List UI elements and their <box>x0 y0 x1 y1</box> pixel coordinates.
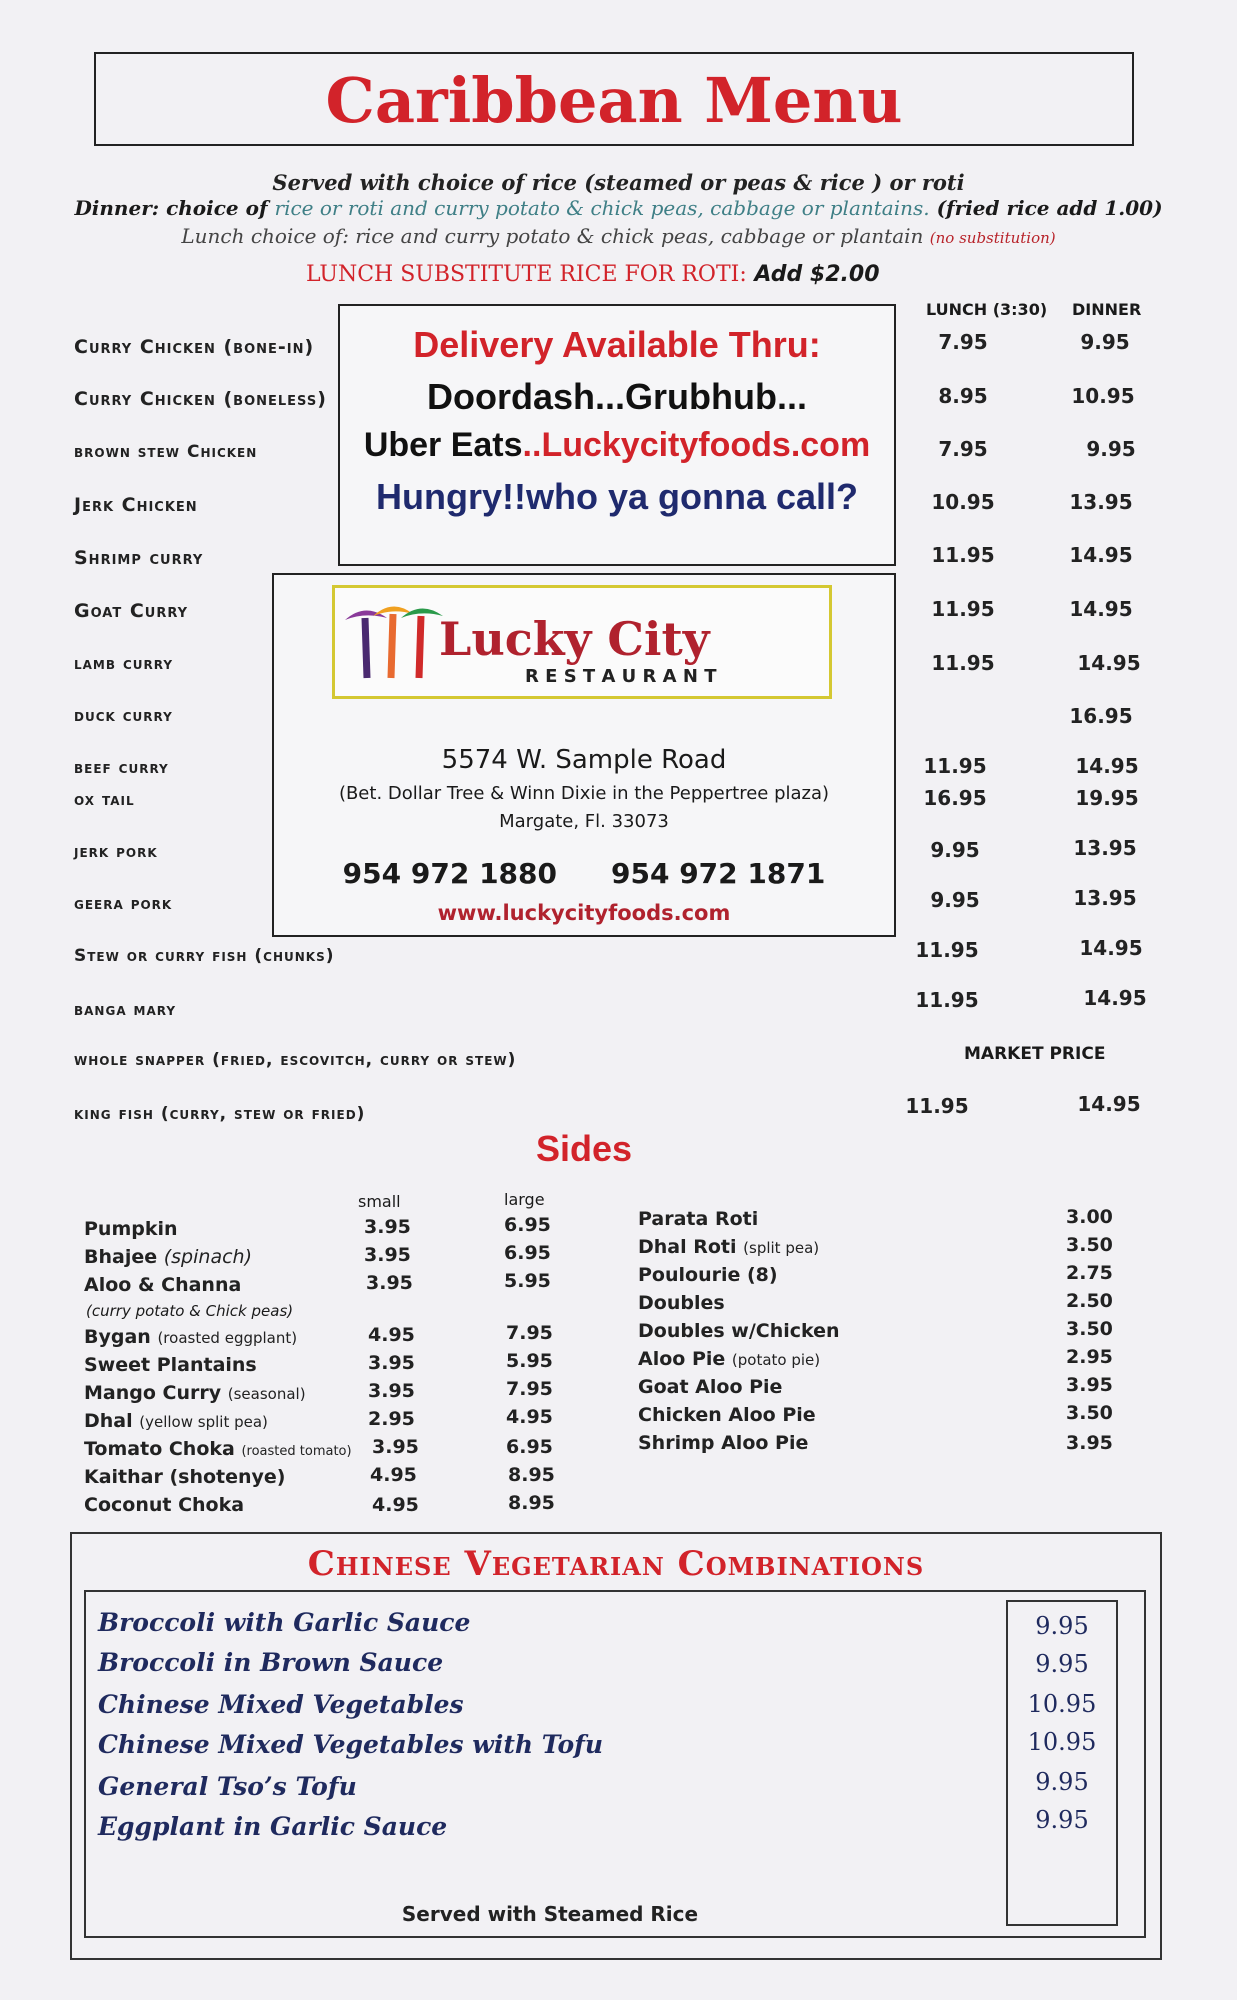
side-large-price: 7.95 <box>506 1322 553 1344</box>
side-item-note: (roasted eggplant) <box>157 1329 298 1347</box>
side-item <box>84 1326 297 1348</box>
lunch-price: 8.95 <box>938 384 988 408</box>
lunch-price: 11.95 <box>915 988 979 1012</box>
intro-line-3-a: Lunch choice of: rice and curry potato & chick peas, cabbage or plantain <box>181 224 930 248</box>
menu-item-name: king fish (curry, stew or fried) <box>74 1104 366 1124</box>
menu-item-name: duck curry <box>74 706 173 726</box>
lunch-price: 11.95 <box>931 651 995 675</box>
dinner-price: 9.95 <box>1086 437 1136 461</box>
dinner-price: 14.95 <box>1077 1092 1141 1116</box>
phone-number-2[interactable]: 954 972 1871 <box>611 857 826 890</box>
market-price-label: MARKET PRICE <box>964 1044 1106 1064</box>
menu-item-name: banga mary <box>74 1000 177 1020</box>
restaurant-address: 5574 W. Sample Road <box>441 745 727 775</box>
side-small-price: 3.95 <box>368 1352 415 1374</box>
lunch-price: 11.95 <box>915 938 979 962</box>
delivery-box <box>338 304 896 566</box>
side-item-note: (potato pie) <box>731 1351 821 1369</box>
side-item-name: Mango Curry <box>84 1382 222 1404</box>
lunch-price: 11.95 <box>931 543 995 567</box>
chinese-item-price: 9.95 <box>1035 1768 1089 1796</box>
restaurant-city: Margate, Fl. 33073 <box>499 811 669 832</box>
delivery-tagline: Hungry!!who ya gonna call? <box>375 476 859 517</box>
side-item <box>638 1348 820 1370</box>
side-large-price: 6.95 <box>504 1214 551 1236</box>
side-item-note: (seasonal) <box>227 1385 306 1403</box>
delivery-website: ..Luckycityfoods.com <box>522 426 871 464</box>
side-item-note: (roasted tomato) <box>241 1444 352 1459</box>
delivery-services-2 <box>340 426 894 465</box>
dinner-price: 10.95 <box>1071 384 1135 408</box>
chinese-item-price: 9.95 <box>1035 1806 1089 1834</box>
dinner-price: 13.95 <box>1069 490 1133 514</box>
dinner-column-header: DINNER <box>1072 300 1142 319</box>
side-price: 3.50 <box>1066 1234 1113 1256</box>
dinner-price: 14.95 <box>1079 936 1143 960</box>
side-item: Pumpkin <box>84 1218 178 1240</box>
dinner-price: 14.95 <box>1069 597 1133 621</box>
dinner-price: 19.95 <box>1075 786 1139 810</box>
side-large-price: 5.95 <box>506 1350 553 1372</box>
lunch-price: 9.95 <box>930 838 980 862</box>
lunch-price: 7.95 <box>938 330 988 354</box>
side-item: Kaithar (shotenye) <box>84 1466 286 1488</box>
side-item-name: Dhal Roti <box>638 1236 737 1258</box>
menu-item-name: Goat Curry <box>74 600 189 622</box>
dinner-price: 13.95 <box>1073 836 1137 860</box>
chinese-item-price: 9.95 <box>1035 1650 1089 1678</box>
side-large-price: 6.95 <box>506 1436 553 1458</box>
side-item: Doubles w/Chicken <box>638 1320 840 1342</box>
side-item: Goat Aloo Pie <box>638 1376 783 1398</box>
side-small-price: 3.95 <box>364 1244 411 1266</box>
side-item: Sweet Plantains <box>84 1354 257 1376</box>
lunch-price: 10.95 <box>931 490 995 514</box>
restaurant-info-box <box>272 573 896 937</box>
logo-name: Lucky City <box>439 612 710 666</box>
menu-item-name: Curry Chicken (boneless) <box>74 388 327 410</box>
side-large-price: 4.95 <box>506 1406 553 1428</box>
chinese-item-name: Broccoli with Garlic Sauce <box>98 1608 471 1637</box>
side-small-price: 4.95 <box>370 1464 417 1486</box>
intro-line-2-c: (fried rice add 1.00) <box>929 196 1163 220</box>
restaurant-landmark: (Bet. Dollar Tree & Winn Dixie in the Peppertree plaza) <box>338 783 830 804</box>
dinner-price: 13.95 <box>1073 886 1137 910</box>
menu-item-name: ox tail <box>74 790 135 810</box>
chinese-item-price: 10.95 <box>1027 1728 1097 1756</box>
side-item: Coconut Choka <box>84 1494 245 1516</box>
chinese-item-name: Eggplant in Garlic Sauce <box>98 1812 448 1841</box>
side-item-name: Aloo Pie <box>638 1348 726 1370</box>
lunch-price: 11.95 <box>923 754 987 778</box>
side-price: 3.00 <box>1066 1206 1113 1228</box>
side-item <box>84 1246 252 1268</box>
side-item-note: (spinach) <box>163 1246 252 1268</box>
side-item: Parata Roti <box>638 1208 759 1230</box>
lunch-column-header: LUNCH (3:30) <box>926 300 1048 319</box>
side-item: Doubles <box>638 1292 725 1314</box>
chinese-footer-note: Served with Steamed Rice <box>401 1902 699 1926</box>
side-small-price: 3.95 <box>372 1436 419 1458</box>
menu-item-name: Curry Chicken (bone-in) <box>74 336 315 358</box>
menu-item-name: beef curry <box>74 758 169 778</box>
chinese-items-frame <box>84 1590 1146 1938</box>
menu-item-name: lamb curry <box>74 654 174 674</box>
chinese-item-name: General Tso’s Tofu <box>98 1772 357 1801</box>
restaurant-logo <box>332 585 832 699</box>
intro-line-2-b: rice or roti and curry potato & chick peas, cabbage or plantains. <box>274 196 930 220</box>
lunch-price: 9.95 <box>930 888 980 912</box>
side-price: 3.95 <box>1066 1374 1113 1396</box>
intro-line-1: Served with choice of rice (steamed or peas & rice ) or roti <box>272 170 965 195</box>
delivery-services: Doordash...Grubhub... <box>427 376 807 417</box>
side-item-name: Dhal <box>84 1410 133 1432</box>
side-item-name: Tomato Choka <box>84 1438 235 1460</box>
intro-line-3 <box>0 224 1237 248</box>
side-item <box>84 1410 268 1432</box>
intro-line-4 <box>306 262 880 287</box>
restaurant-website-link[interactable]: www.luckycityfoods.com <box>437 901 731 925</box>
side-item: Shrimp Aloo Pie <box>638 1432 809 1454</box>
side-item-name: Bhajee <box>84 1246 158 1268</box>
chinese-price-column <box>1006 1600 1118 1926</box>
side-item: Aloo & Channa <box>84 1274 242 1296</box>
side-item: Chicken Aloo Pie <box>638 1404 816 1426</box>
side-price: 3.50 <box>1066 1402 1113 1424</box>
side-item-note: (yellow split pea) <box>139 1413 268 1431</box>
intro-line-3-b: (no substitution) <box>929 229 1056 247</box>
lunch-price: 11.95 <box>905 1094 969 1118</box>
side-large-price: 7.95 <box>506 1378 553 1400</box>
menu-item-name: Stew or curry fish (chunks) <box>74 946 335 966</box>
sides-small-header: small <box>358 1192 401 1211</box>
side-small-price: 4.95 <box>372 1494 419 1516</box>
dinner-price: 14.95 <box>1077 651 1141 675</box>
dinner-price: 14.95 <box>1075 754 1139 778</box>
restaurant-phones <box>274 857 894 890</box>
dinner-price: 16.95 <box>1069 704 1133 728</box>
side-small-price: 4.95 <box>368 1324 415 1346</box>
side-item: Poulourie (8) <box>638 1264 778 1286</box>
menu-item-name: whole snapper (fried, escovitch, curry or stew) <box>74 1050 517 1070</box>
lunch-substitute-label: LUNCH SUBSTITUTE RICE FOR ROTI: <box>306 262 747 287</box>
logo-subtitle: R E S T A U R A N T <box>525 666 717 687</box>
side-item <box>84 1438 352 1460</box>
side-price: 3.95 <box>1066 1432 1113 1454</box>
side-item-name: Bygan <box>84 1326 151 1348</box>
uber-eats-text: Uber Eats <box>363 426 523 464</box>
side-price: 2.50 <box>1066 1290 1113 1312</box>
side-item <box>84 1382 306 1404</box>
side-price: 2.75 <box>1066 1262 1113 1284</box>
side-small-price: 3.95 <box>368 1380 415 1402</box>
sides-title: Sides <box>535 1128 633 1169</box>
chinese-item-name: Chinese Mixed Vegetables <box>98 1690 464 1719</box>
side-large-price: 6.95 <box>504 1242 551 1264</box>
delivery-heading: Delivery Available Thru: <box>413 324 821 365</box>
intro-line-2-a: Dinner: choice of <box>74 196 275 220</box>
side-price: 3.50 <box>1066 1318 1113 1340</box>
menu-item-name: brown stew Chicken <box>74 442 258 462</box>
chinese-item-name: Broccoli in Brown Sauce <box>98 1648 444 1677</box>
menu-title-box <box>94 52 1134 146</box>
side-large-price: 8.95 <box>508 1492 555 1514</box>
side-item-note: (curry potato & Chick peas) <box>86 1302 294 1320</box>
chinese-item-price: 9.95 <box>1035 1612 1089 1640</box>
side-small-price: 3.95 <box>366 1272 413 1294</box>
side-large-price: 5.95 <box>504 1270 551 1292</box>
dinner-price: 14.95 <box>1083 986 1147 1010</box>
side-large-price: 8.95 <box>508 1464 555 1486</box>
sides-large-header: large <box>504 1190 545 1209</box>
phone-number-1[interactable]: 954 972 1880 <box>342 857 557 890</box>
dinner-price: 9.95 <box>1080 330 1130 354</box>
lunch-price: 16.95 <box>923 786 987 810</box>
menu-item-name: jerk pork <box>74 842 158 862</box>
lunch-price: 7.95 <box>938 437 988 461</box>
menu-title: Caribbean Menu <box>325 64 903 137</box>
lunch-price: 11.95 <box>931 597 995 621</box>
menu-item-name: geera pork <box>74 894 173 914</box>
chinese-section-title: Chinese Vegetarian Combinations <box>307 1544 925 1584</box>
side-item-note: (split pea) <box>743 1239 820 1257</box>
dinner-price: 14.95 <box>1069 543 1133 567</box>
side-item <box>638 1236 819 1258</box>
menu-item-name: Shrimp curry <box>74 547 204 569</box>
chinese-item-price: 10.95 <box>1027 1690 1097 1718</box>
side-price: 2.95 <box>1066 1346 1113 1368</box>
side-small-price: 3.95 <box>364 1216 411 1238</box>
intro-line-2 <box>0 196 1237 220</box>
side-small-price: 2.95 <box>368 1408 415 1430</box>
chinese-item-name: Chinese Mixed Vegetables with Tofu <box>98 1730 604 1759</box>
lunch-substitute-price: Add $2.00 <box>746 262 880 287</box>
menu-item-name: Jerk Chicken <box>74 494 198 516</box>
